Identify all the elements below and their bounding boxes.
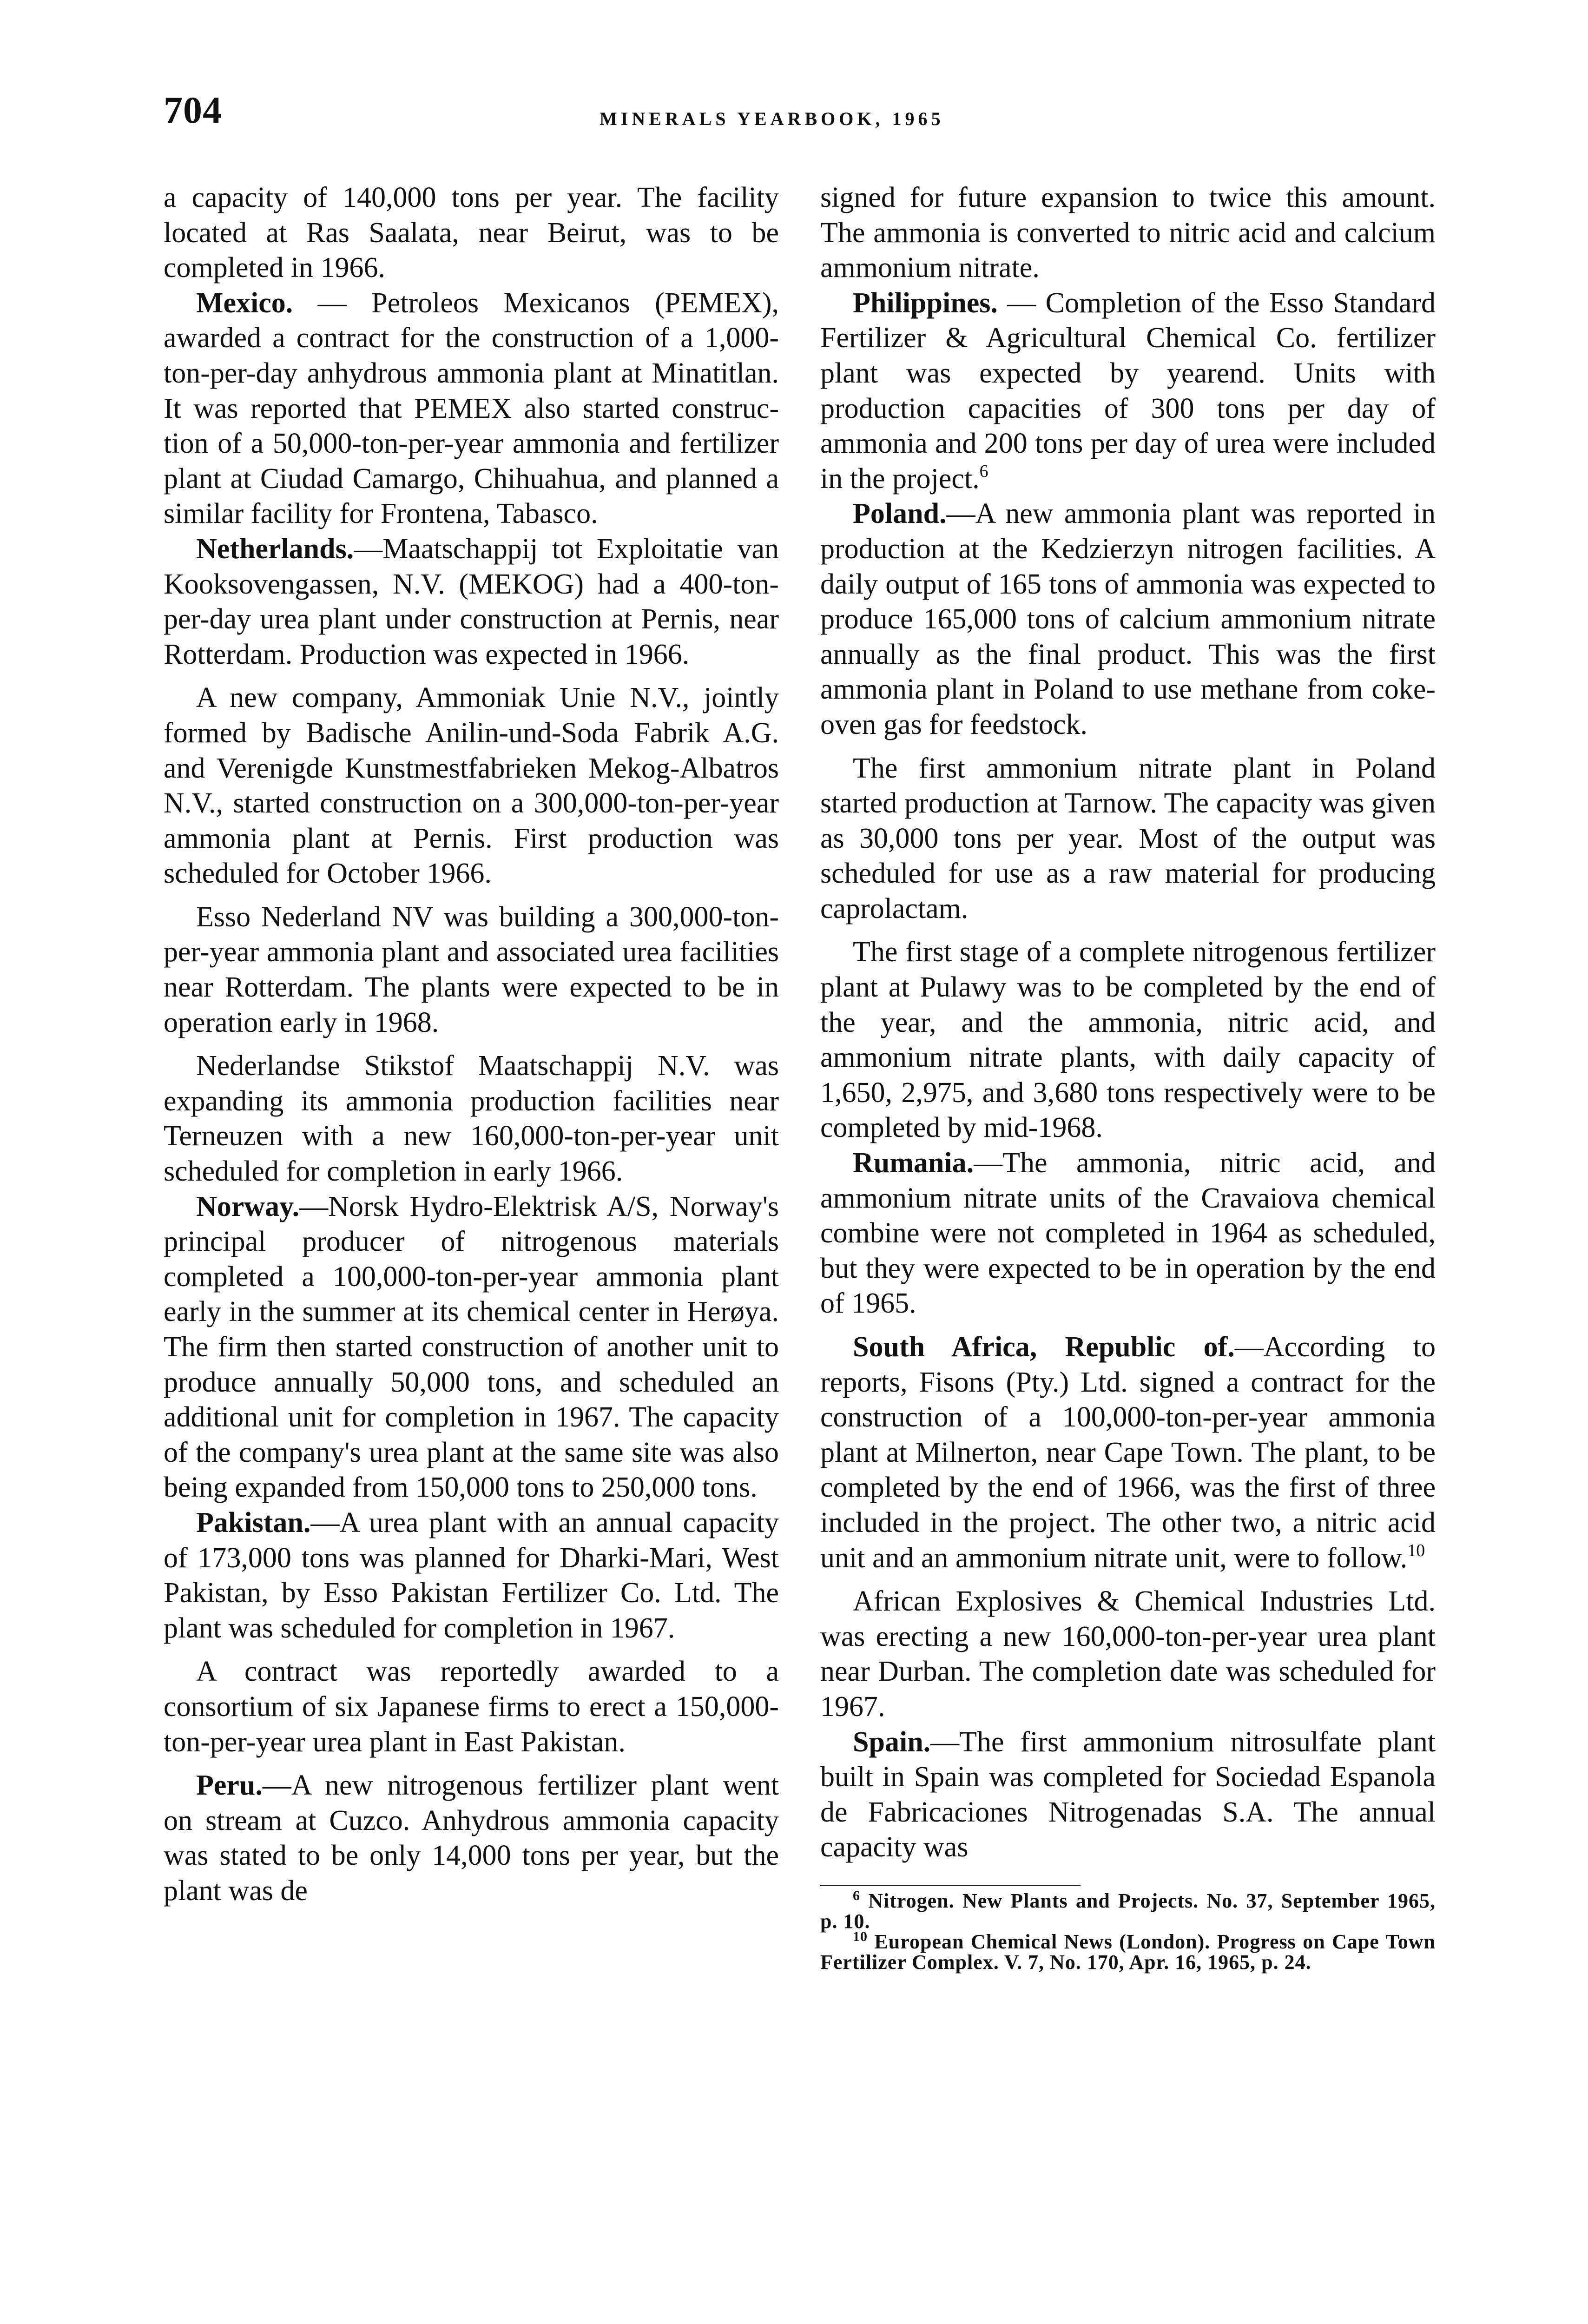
paragraph-african-explosives: African Explosives & Chemical Industries Ltd. was erecting a new 160,000-ton-per-year urea plant near Durban. The completion date was scheduled for 1967. [820,1585,1436,1723]
country-heading-norway: Norway. [196,1190,300,1222]
paragraph-poland [820,496,1436,742]
paragraph-japanese-consortium: A contract was reportedly awarded to a consortium of six Japanese firms to erect a 150,000-ton-per-year urea plant in East Pakistan. [164,1656,779,1758]
paragraph-mexico [164,286,779,532]
country-heading-rumania: Rumania. [853,1147,974,1179]
footnote-ref-10: 10 [1407,1540,1425,1560]
paragraph-poland-text: —A new ammonia plant was reported in production at the Kedzierzyn nitrogen facilities. A daily output of 165 tons of ammonia was expected to produce 165,000 tons of calcium ammonium nitrate annually as the final product. This was the first ammonia plant in Poland to use methane from coke-oven gas for feedstock. [820,498,1436,740]
paragraph-norway [164,1189,779,1505]
paragraph-peru-text: —A new nitrogenous fertilizer plant went on stream at Cuzco. Anhydrous ammonia capacity was stated to be only 14,000 tons per year, but the plant was de [164,1769,779,1907]
footnotes [820,1886,1436,1973]
paragraph-spain [820,1725,1436,1865]
paragraph-mexico-text: — Petroleos Mexicanos (PEMEX), awarded a contract for the construction of a 1,000-ton-per-day anhydrous ammonia plant at Minatitlan. It was reported that PEMEX also started construction of a 50,000-ton-per-year ammonia and fertilizer plant at Ciudad Camargo, Chihuahua, and planned a similar facility for Frontena, Tabasco. [164,287,779,530]
paragraph-south-africa [820,1330,1436,1576]
country-heading-peru: Peru. [196,1769,263,1802]
country-heading-spain: Spain. [853,1726,931,1758]
paragraph-esso-nederland: Esso Nederland NV was building a 300,000-ton-per-year ammonia plant and associated urea facilities near Rotterdam. The plants were expected to be in operation early in 1968. [164,901,779,1038]
right-column [820,180,1436,1973]
paragraph-ammoniak-unie: A new company, Ammoniak Unie N.V., jointly formed by Badische Anilin-und-Soda Fabrik A.G. and Verenigde Kunstmestfabrieken Mekog-Albatros N.V., started construction on a 300,000-ton-per-year ammonia plant at Pernis. First production was scheduled for October 1966. [164,682,779,890]
footnote-ref-6: 6 [979,461,988,481]
footnote-10 [820,1928,1436,1974]
footnote-6 [820,1888,1436,1933]
page-number: 704 [164,89,222,131]
paragraph-philippines [820,286,1436,497]
paragraph-pakistan-text: —A urea plant with an annual capacity of 173,000 tons was planned for Dharki-Mari, West Pakistan, by Esso Pakistan Fertilizer Co. Ltd. The plant was scheduled for completion in 1967. [164,1506,779,1644]
left-column [164,180,779,1909]
country-heading-philippines: Philippines. [853,287,998,319]
paragraph-norway-text: —Norsk Hydro-Elektrisk A/S, Norway's principal producer of nitrogenous materials completed a 100,000-ton-per-year ammonia plant early in the summer at its chemical center in Herøya. The firm then started construction of another unit to produce annually 50,000 tons, and scheduled an additional unit for completion in 1967. The capacity of the company's urea plant at the same site was also being expanded from 150,000 tons to 250,000 tons. [164,1190,779,1504]
country-heading-poland: Poland. [853,498,947,530]
paragraph-tarnow: The first ammonium nitrate plant in Poland started production at Tarnow. The capacity was given as 30,000 tons per year. Most of the output was scheduled for use as a raw material for producing caprolactam. [820,752,1436,924]
country-heading-mexico: Mexico. [196,287,293,319]
country-heading-pakistan: Pakistan. [196,1506,311,1538]
country-heading-south-africa: South Africa, Republic of. [853,1331,1235,1363]
paragraph-stikstof: Nederlandse Stikstof Maatschappij N.V. was expanding its ammonia production facilities near Terneuzen with a new 160,000-ton-per-year unit scheduled for completion in early 1966. [164,1050,779,1188]
footnote-mark: 6 [853,1888,860,1903]
paragraph-rumania-text: —The ammonia, nitric acid, and ammonium nitrate units of the Cravaiova chemical combine were not completed in 1964 as scheduled, but they were expected to be in operation by the end of 1965. [820,1147,1436,1320]
footnote-text: European Chemical News (London). Progress on Cape Town Fertilizer Complex. V. 7, No. 170, Apr. 16, 1965, p. 24. [820,1930,1436,1974]
footnote-mark: 10 [853,1928,868,1944]
paragraph-pakistan [164,1505,779,1646]
paragraph-spain-text: —The first ammonium nitrosulfate plant built in Spain was completed for Sociedad Espanola de Fabricaciones Nitrogenadas S.A. The annual capacity was [820,1726,1436,1863]
country-heading-netherlands: Netherlands. [196,533,354,565]
paragraph-pulawy: The first stage of a complete nitrogenous fertilizer plant at Pulawy was to be completed by the end of the year, and the ammonia, nitric acid, and ammonium nitrate plants, with daily capacity of 1,650, 2,975, and 3,680 tons respectively were to be completed by mid-1968. [820,936,1436,1144]
paragraph-peru [164,1768,779,1908]
paragraph-lebanon-continued: a capacity of 140,000 tons per year. The facility located at Ras Saalata, near Beirut, was to be completed in 1966. [164,182,779,284]
paragraph-rumania [820,1146,1436,1321]
paragraph-netherlands [164,532,779,672]
paragraph-south-africa-text: —According to reports, Fisons (Pty.) Ltd. signed a contract for the construction of a 100,000-ton-per-year ammonia plant at Milnerton, near Cape Town. The plant, to be completed by the end of 1966, was the first of three included in the project. The other two, a nitric acid unit and an ammonium nitrate unit, were to follow. [820,1331,1436,1574]
running-title: MINERALS YEARBOOK, 1965 [600,108,944,129]
footnote-text: Nitrogen. New Plants and Projects. No. 37, September 1965, p. 10. [820,1889,1436,1933]
paragraph-peru-continued: signed for future expansion to twice this amount. The ammonia is converted to nitric acid and calcium ammonium nitrate. [820,182,1436,284]
paragraph-netherlands-text: —Maatschappij tot Exploitatie van Kooksovengassen, N.V. (MEKOG) had a 400-ton-per-day urea plant under construction at Pernis, near Rotterdam. Production was expected in 1966. [164,533,779,670]
paragraph-philippines-text: — Completion of the Esso Standard Fertilizer & Agricultural Chemical Co. fertilizer plant was expected by yearend. Units with production capacities of 300 tons per day of ammonia and 200 tons per day of urea were included in the project. [820,287,1436,495]
